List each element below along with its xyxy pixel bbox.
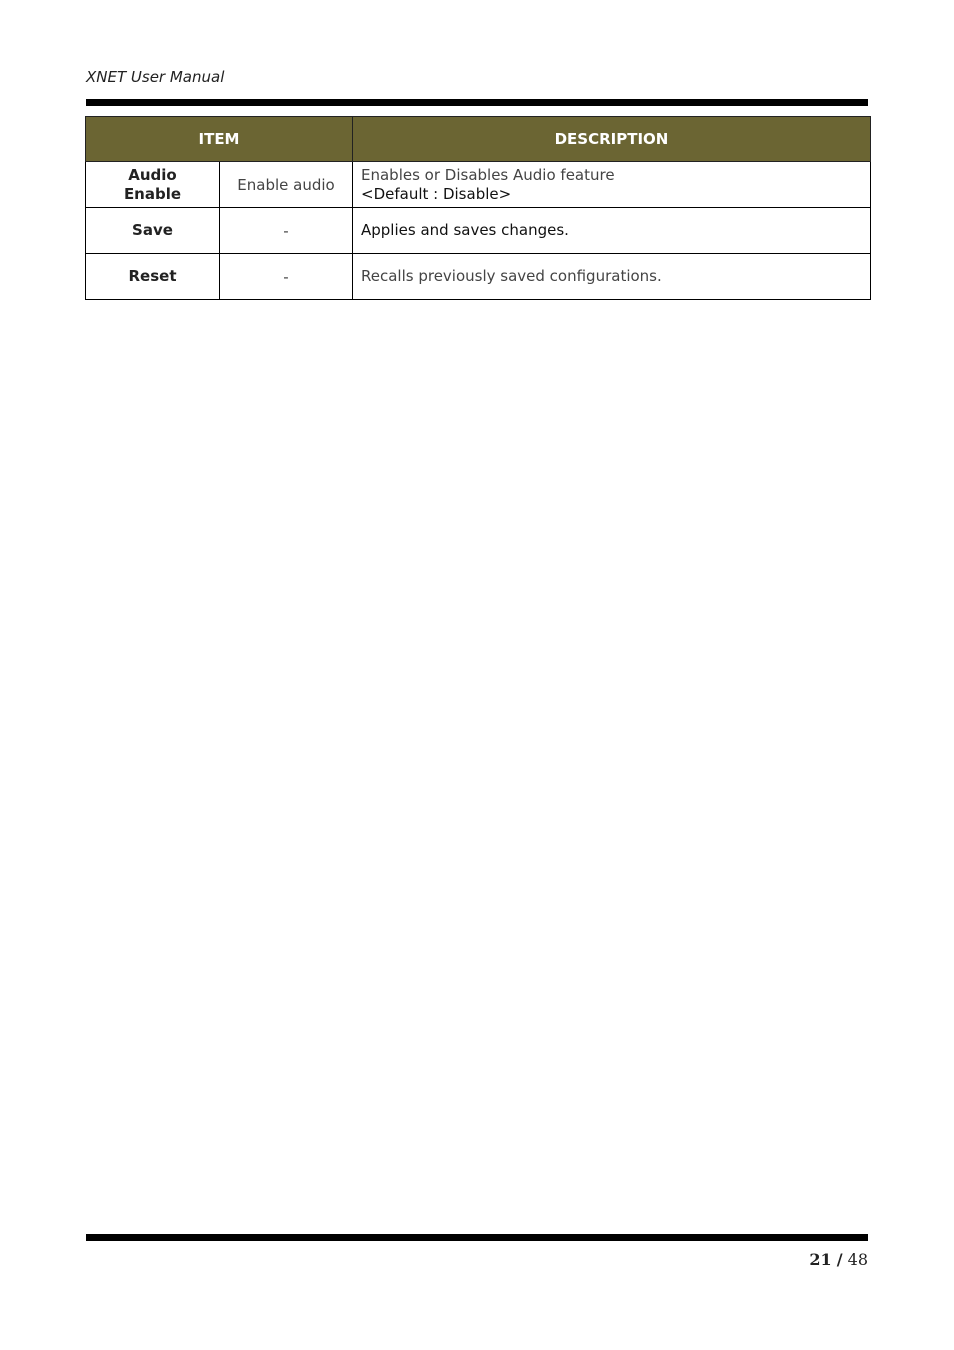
running-header-title: XNET User Manual bbox=[86, 68, 225, 86]
table-row bbox=[86, 254, 871, 300]
page-number bbox=[809, 1250, 868, 1269]
description-cell bbox=[353, 208, 871, 254]
total-page-count: 48 bbox=[847, 1250, 868, 1269]
footer-rule bbox=[86, 1234, 868, 1241]
description-cell bbox=[353, 254, 871, 300]
item-name-line: Audio bbox=[128, 165, 177, 184]
item-name-cell: Save bbox=[86, 208, 220, 254]
description-cell bbox=[353, 162, 871, 208]
default-value-note: <Default : Disable> bbox=[361, 184, 512, 203]
item-name-cell bbox=[86, 162, 220, 208]
table-row bbox=[86, 208, 871, 254]
current-page-number: 21 bbox=[809, 1250, 832, 1269]
table-header-row bbox=[86, 117, 871, 162]
item-sub-cell: - bbox=[220, 254, 353, 300]
settings-table bbox=[85, 116, 871, 300]
description-line: Applies and saves changes. bbox=[361, 221, 569, 239]
item-sub-cell: Enable audio bbox=[220, 162, 353, 208]
table-row bbox=[86, 162, 871, 208]
item-name-line: Enable bbox=[123, 184, 182, 203]
description-line: Enables or Disables Audio feature bbox=[361, 165, 615, 184]
column-header-description: DESCRIPTION bbox=[353, 117, 871, 162]
header-rule bbox=[86, 99, 868, 106]
item-name-cell: Reset bbox=[86, 254, 220, 300]
description-line: Recalls previously saved configurations. bbox=[361, 267, 662, 285]
item-sub-cell: - bbox=[220, 208, 353, 254]
page-separator: / bbox=[836, 1250, 843, 1269]
column-header-item: ITEM bbox=[86, 117, 353, 162]
